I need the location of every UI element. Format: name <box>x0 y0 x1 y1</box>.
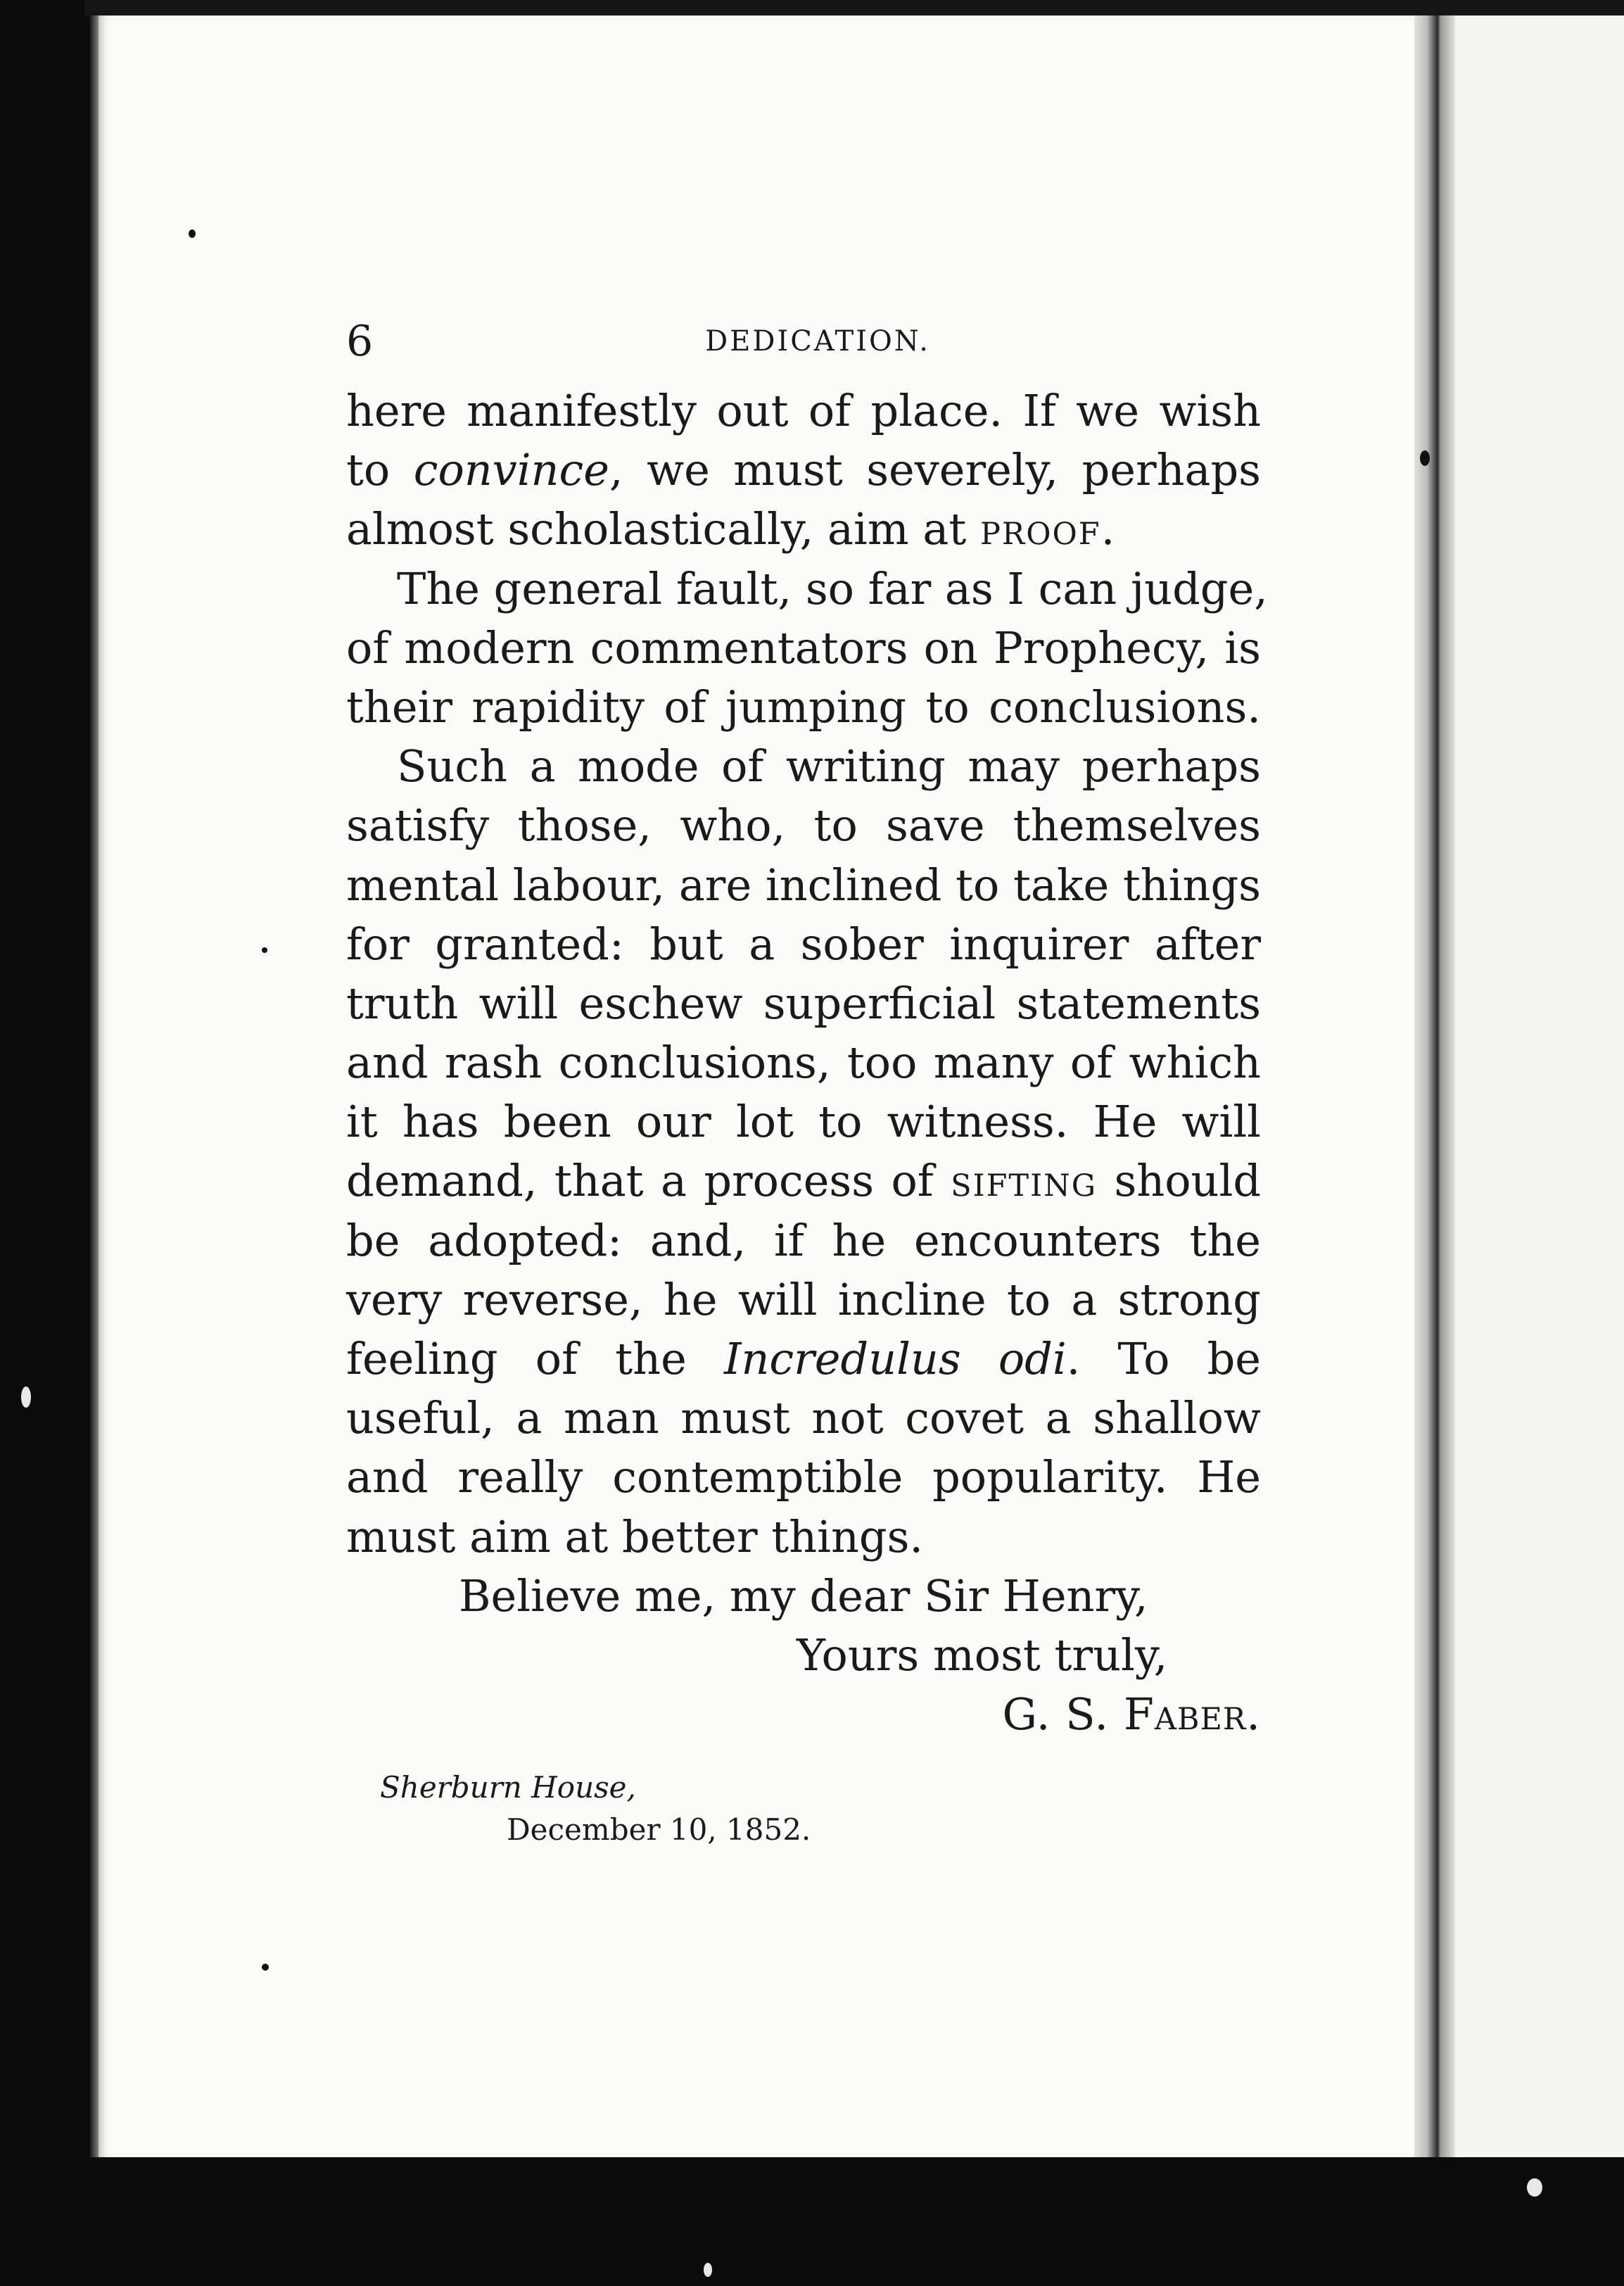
date-line: December 10, 1852. <box>507 1812 811 1847</box>
signature-name: G. S. Faber. <box>1002 1688 1261 1740</box>
ink-speck <box>189 229 196 238</box>
place-date-block <box>380 1767 811 1851</box>
text-line: for granted: but a sober inquirer after <box>346 918 1261 970</box>
text-line: and really contemptible popularity. He <box>346 1451 1261 1503</box>
text-line <box>346 1151 1261 1211</box>
text-run: demand, that a process of <box>346 1155 951 1207</box>
page-text-block <box>346 317 1268 1744</box>
book-gutter <box>1414 15 1457 2162</box>
text-line: it has been our lot to witness. He will <box>346 1096 1261 1148</box>
text-line: very reverse, he will incline to a strong <box>346 1273 1261 1325</box>
small-caps-run: proof <box>979 503 1101 555</box>
ink-speck <box>1420 450 1430 466</box>
text-line: must aim at better things. <box>346 1510 924 1562</box>
adjacent-page <box>1455 15 1624 2162</box>
place-line: Sherburn House, <box>380 1770 636 1805</box>
text-run: should <box>1097 1155 1262 1207</box>
text-line <box>346 1330 1261 1389</box>
text-line: and rash conclusions, too many of which <box>346 1037 1261 1089</box>
letter-closing <box>346 1567 1261 1744</box>
text-line: truth will eschew superficial statements <box>346 977 1261 1029</box>
ink-speck <box>262 947 267 953</box>
text-line: Such a mode of writing may perhaps <box>397 740 1261 792</box>
page-number: 6 <box>346 317 374 366</box>
running-title: DEDICATION. <box>705 325 930 358</box>
text-line <box>346 441 1261 500</box>
italic-run: convince <box>413 444 609 496</box>
text-line: useful, a man must not covet a shallow <box>346 1392 1261 1444</box>
italic-run: Incredulus odi <box>723 1333 1067 1384</box>
text-line: be adopted: and, if he encounters the <box>346 1214 1261 1266</box>
scan-speck <box>21 1387 31 1408</box>
text-line: their rapidity of jumping to conclusions. <box>346 681 1261 733</box>
small-caps-run: sifting <box>951 1155 1098 1207</box>
text-line: of modern commentators on Prophecy, is <box>346 621 1261 674</box>
text-line: The general fault, so far as I can judge, <box>397 562 1268 614</box>
text-run: feeling of the <box>346 1333 724 1384</box>
scan-speck <box>704 2263 712 2277</box>
text-run: . To be <box>1066 1333 1261 1384</box>
text-run: , we must severely, perhaps <box>609 444 1262 496</box>
complimentary-close: Yours most truly, <box>797 1629 1168 1681</box>
signature <box>346 1685 1261 1744</box>
text-line: mental labour, are inclined to take things <box>346 859 1261 911</box>
valediction: Believe me, my dear Sir Henry, <box>459 1570 1148 1622</box>
scan-border-bottom <box>84 2157 1624 2286</box>
text-run: almost scholastically, aim at <box>346 503 980 555</box>
text-line: satisfy those, who, to save themselves <box>346 800 1261 852</box>
text-line <box>346 500 1261 559</box>
text-run: . <box>1100 503 1115 555</box>
scan-speck <box>1527 2178 1542 2197</box>
body-text <box>346 381 1268 1567</box>
running-head <box>346 317 1261 366</box>
text-run: to <box>346 444 414 496</box>
scan-border-top <box>84 0 1624 17</box>
text-line: here manifestly out of place. If we wish <box>346 385 1261 436</box>
ink-speck <box>262 1964 269 1971</box>
